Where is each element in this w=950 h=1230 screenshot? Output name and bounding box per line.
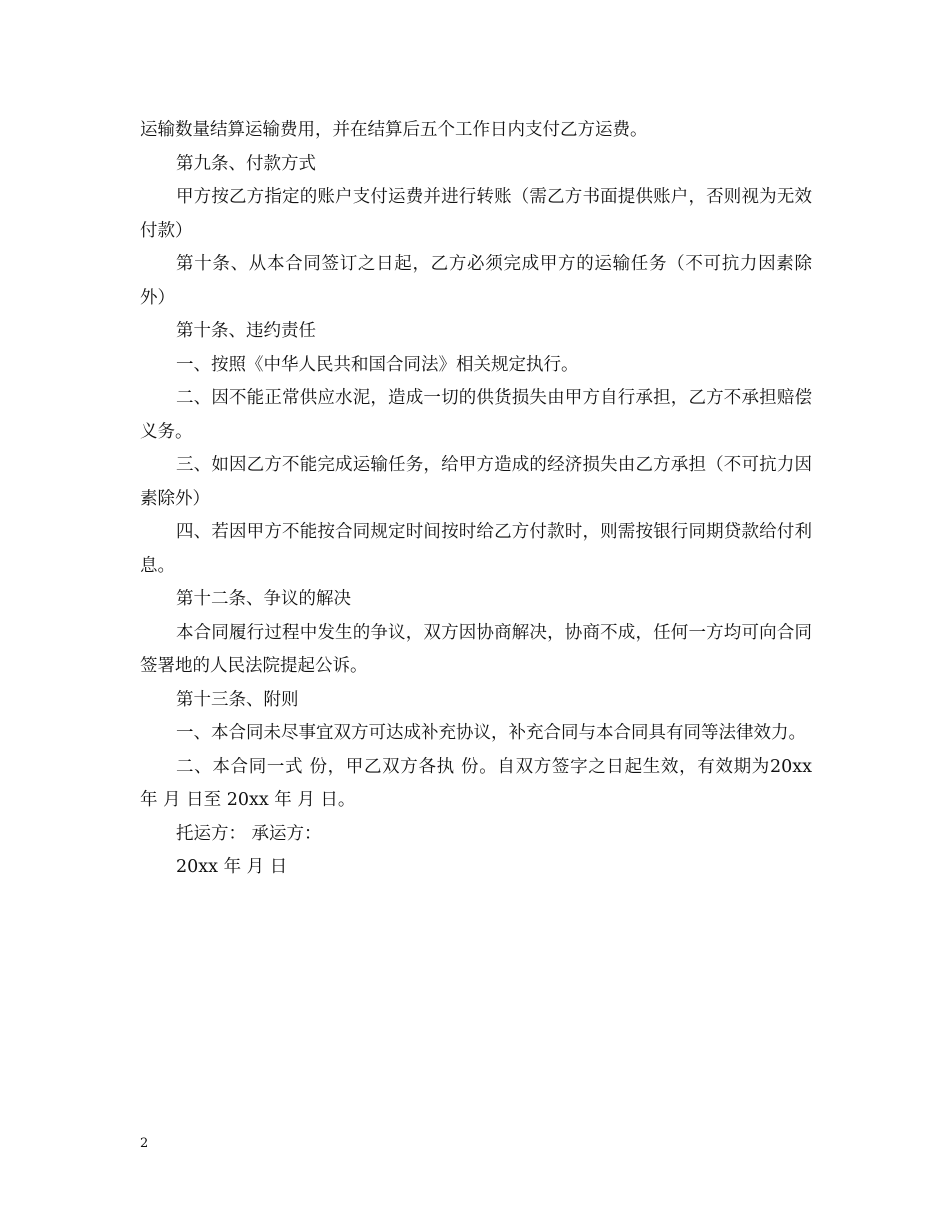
section-heading: 第十三条、附则 [176, 689, 299, 710]
list-item: 二、因不能正常供应水泥，造成一切的供货损失由甲方自行承担，乙方不承担赔偿义务。 [140, 388, 812, 442]
paragraph: 甲方按乙方指定的账户支付运费并进行转账（需乙方书面提供账户，否则视为无效付款） [140, 187, 812, 241]
list-item: 一、按照《中华人民共和国合同法》相关规定执行。 [176, 354, 579, 375]
paragraph: 第十条、从本合同签订之日起，乙方必须完成甲方的运输任务（不可抗力因素除外） [140, 254, 812, 308]
section-heading: 第十条、违约责任 [176, 321, 316, 341]
list-item: 四、若因甲方不能按合同规定时间按时给乙方付款时，则需按银行同期贷款给付利息。 [140, 522, 812, 576]
date-line: 20xx 年 月 日 [176, 857, 288, 877]
document-body [140, 114, 812, 885]
section-heading: 第九条、付款方式 [176, 153, 316, 174]
list-item: 三、如因乙方不能完成运输任务，给甲方造成的经济损失由乙方承担（不可抗力因素除外） [140, 455, 812, 509]
list-item: 一、本合同未尽事宜双方可达成补充协议，补充合同与本合同具有同等法律效力。 [176, 723, 806, 743]
section-heading: 第十二条、争议的解决 [176, 589, 351, 609]
paragraph: 运输数量结算运输费用，并在结算后五个工作日内支付乙方运费。 [140, 120, 648, 140]
signature-line: 托运方： 承运方： [176, 823, 322, 844]
list-item: 二、本合同一式 份，甲乙双方各执 份。自双方签字之日起生效，有效期为20xx 年 月 日至 20xx 年 月 日。 [140, 756, 812, 810]
paragraph: 本合同履行过程中发生的争议，双方因协商解决，协商不成，任何一方均可向合同签署地的人民法院提起公诉。 [140, 622, 812, 676]
page-number: 2 [140, 1136, 149, 1151]
